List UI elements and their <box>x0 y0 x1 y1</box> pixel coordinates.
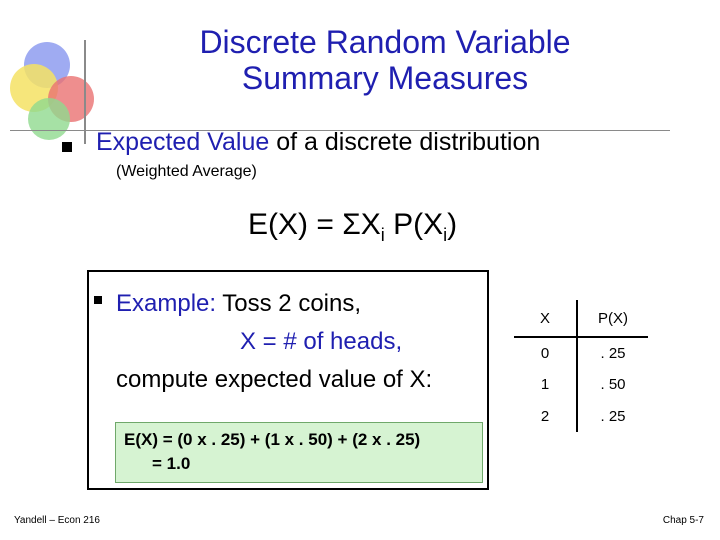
decorative-circle-green <box>28 98 70 140</box>
table-cell-px: . 25 <box>600 407 626 425</box>
table-row <box>514 337 648 369</box>
table-row <box>514 401 648 432</box>
example-line-1: Toss 2 coins, <box>216 290 362 317</box>
calculation-line-1: E(X) = (0 x . 25) + (1 x . 50) + (2 x . 25) <box>124 430 421 449</box>
table-header-x: X <box>514 300 577 337</box>
table-cell-x: 2 <box>514 401 577 432</box>
table-cell-px: . 50 <box>600 376 626 394</box>
table-cell-x: 0 <box>514 337 577 369</box>
table-header-px: P(X) <box>577 300 648 337</box>
table-row <box>514 369 648 400</box>
formula-p-open: P(X <box>384 208 444 241</box>
example-line-2: X = # of heads, <box>240 328 403 355</box>
table-header-row <box>514 300 648 337</box>
expected-value-formula <box>248 208 457 246</box>
bullet-expected-value <box>96 128 540 157</box>
expected-value-term: Expected Value <box>96 128 270 156</box>
example-label: Example: <box>116 290 217 317</box>
footer-author: Yandell – Econ 216 <box>14 515 100 526</box>
decorative-vertical-rule <box>84 40 86 144</box>
weighted-average-note: (Weighted Average) <box>116 163 257 180</box>
probability-table <box>514 300 648 432</box>
sigma-symbol: Σ <box>342 208 361 241</box>
title-line-2: Summary Measures <box>241 60 529 96</box>
bullet-square-icon <box>62 142 72 152</box>
formula-x: X <box>360 208 381 241</box>
bullet-rest-text: of a discrete distribution <box>269 128 541 156</box>
calculation-text <box>124 428 420 476</box>
title-line-1: Discrete Random Variable <box>199 24 571 60</box>
example-text <box>116 285 432 399</box>
example-line-3: compute expected value of X: <box>116 366 433 393</box>
calculation-line-2: = 1.0 <box>152 454 191 473</box>
bullet-square-icon <box>94 296 102 304</box>
footer-page-number: Chap 5-7 <box>662 515 704 526</box>
formula-subscript-i: i <box>380 225 385 245</box>
formula-p-close: ) <box>447 208 458 241</box>
table-cell-px: . 25 <box>600 345 626 363</box>
formula-subscript-i-2: i <box>443 225 448 245</box>
slide-title <box>120 24 650 96</box>
formula-lhs: E(X) = <box>248 208 343 241</box>
table-cell-x: 1 <box>514 369 577 400</box>
